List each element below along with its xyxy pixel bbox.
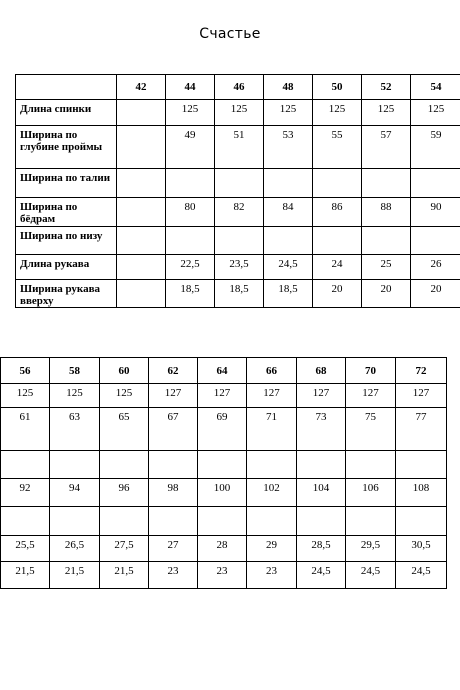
table-row (16, 255, 460, 280)
table-cell: 49 (166, 126, 215, 169)
table-cell: 26 (411, 255, 460, 280)
table-cell: 125 (1, 384, 50, 408)
table-cell: 22,5 (166, 255, 215, 280)
table-cell: 20 (313, 280, 362, 308)
size-header: 44 (166, 75, 215, 100)
table-cell (264, 227, 313, 255)
table-cell: 102 (247, 479, 297, 507)
table-cell (117, 198, 166, 227)
table-row (16, 126, 460, 169)
table-cell (117, 227, 166, 255)
table-row (1, 536, 447, 562)
table-cell: 23 (198, 562, 247, 589)
table-cell: 90 (411, 198, 460, 227)
table-row (1, 479, 447, 507)
table-cell: 24,5 (396, 562, 447, 589)
table-header-row (1, 358, 447, 384)
table-cell (313, 169, 362, 198)
size-header: 68 (297, 358, 346, 384)
table-cell: 73 (297, 408, 346, 451)
table-cell: 125 (264, 100, 313, 126)
table-cell (346, 451, 396, 479)
table-cell: 69 (198, 408, 247, 451)
row-label: Ширина рукава вверху (16, 280, 117, 308)
table-cell (166, 169, 215, 198)
table-cell: 125 (362, 100, 411, 126)
table-cell: 106 (346, 479, 396, 507)
table-cell: 24 (313, 255, 362, 280)
table-cell: 71 (247, 408, 297, 451)
table-row (1, 408, 447, 451)
table-cell: 104 (297, 479, 346, 507)
table-cell (149, 451, 198, 479)
size-header: 48 (264, 75, 313, 100)
table-cell: 96 (100, 479, 149, 507)
table-row (1, 562, 447, 589)
table-row (1, 451, 447, 479)
table-cell: 24,5 (264, 255, 313, 280)
table-cell: 84 (264, 198, 313, 227)
table-cell: 23,5 (215, 255, 264, 280)
table-row (1, 507, 447, 536)
table-cell: 88 (362, 198, 411, 227)
table-cell: 29,5 (346, 536, 396, 562)
row-label: Ширина по талии (16, 169, 117, 198)
table-cell (117, 280, 166, 308)
table-cell: 77 (396, 408, 447, 451)
table-cell (100, 507, 149, 536)
table-cell (411, 169, 460, 198)
table-cell: 127 (297, 384, 346, 408)
table-row (16, 100, 460, 126)
table-cell: 125 (215, 100, 264, 126)
table-cell (346, 507, 396, 536)
table-row (16, 198, 460, 227)
table-row (16, 169, 460, 198)
table-cell (362, 169, 411, 198)
table-cell: 127 (149, 384, 198, 408)
table-cell (247, 507, 297, 536)
table-cell (117, 169, 166, 198)
table-cell: 108 (396, 479, 447, 507)
table-cell: 25,5 (1, 536, 50, 562)
table-cell: 29 (247, 536, 297, 562)
table-cell: 125 (313, 100, 362, 126)
row-label: Ширина по низу (16, 227, 117, 255)
table-cell (396, 507, 447, 536)
table-cell: 23 (149, 562, 198, 589)
table-cell: 24,5 (297, 562, 346, 589)
page-title: Счастье (199, 26, 261, 42)
row-label: Длина рукава (16, 255, 117, 280)
size-header: 50 (313, 75, 362, 100)
table-cell: 18,5 (215, 280, 264, 308)
size-table-1 (15, 74, 460, 308)
size-header: 54 (411, 75, 460, 100)
table-row (16, 280, 460, 308)
table-cell: 98 (149, 479, 198, 507)
header-corner-cell (16, 75, 117, 100)
size-header: 52 (362, 75, 411, 100)
table-cell: 53 (264, 126, 313, 169)
table-cell (313, 227, 362, 255)
table-cell: 127 (346, 384, 396, 408)
table-cell (1, 507, 50, 536)
table-cell (362, 227, 411, 255)
size-header: 60 (100, 358, 149, 384)
table-cell (100, 451, 149, 479)
table-cell: 80 (166, 198, 215, 227)
table-cell: 21,5 (50, 562, 100, 589)
size-header: 58 (50, 358, 100, 384)
table-cell: 67 (149, 408, 198, 451)
table-cell: 82 (215, 198, 264, 227)
table-cell: 21,5 (1, 562, 50, 589)
table-cell: 27,5 (100, 536, 149, 562)
table-cell: 127 (247, 384, 297, 408)
table-cell (50, 451, 100, 479)
table-cell (117, 100, 166, 126)
table-cell (297, 451, 346, 479)
table-cell (149, 507, 198, 536)
table-cell: 51 (215, 126, 264, 169)
table-cell: 92 (1, 479, 50, 507)
table-cell: 125 (100, 384, 149, 408)
table-cell (247, 451, 297, 479)
table-cell: 57 (362, 126, 411, 169)
row-label: Длина спинки (16, 100, 117, 126)
table-cell: 18,5 (166, 280, 215, 308)
table-cell: 21,5 (100, 562, 149, 589)
table-cell (215, 227, 264, 255)
table-cell: 63 (50, 408, 100, 451)
table-cell: 20 (362, 280, 411, 308)
table-cell: 65 (100, 408, 149, 451)
table-row (16, 227, 460, 255)
table-cell: 23 (247, 562, 297, 589)
table-cell: 55 (313, 126, 362, 169)
table-cell: 127 (198, 384, 247, 408)
table-cell: 125 (50, 384, 100, 408)
table-cell: 18,5 (264, 280, 313, 308)
table-cell: 125 (411, 100, 460, 126)
table-cell: 127 (396, 384, 447, 408)
table-cell: 94 (50, 479, 100, 507)
table-cell: 28 (198, 536, 247, 562)
size-table-2 (0, 357, 447, 589)
table-cell (198, 451, 247, 479)
size-header: 72 (396, 358, 447, 384)
table-cell (50, 507, 100, 536)
size-header: 66 (247, 358, 297, 384)
row-label: Ширина по бёдрам (16, 198, 117, 227)
table-cell: 59 (411, 126, 460, 169)
table-cell (411, 227, 460, 255)
row-label: Ширина по глубине проймы (16, 126, 117, 169)
table-cell: 61 (1, 408, 50, 451)
table-cell (166, 227, 215, 255)
size-header: 56 (1, 358, 50, 384)
table-cell: 30,5 (396, 536, 447, 562)
table-cell: 20 (411, 280, 460, 308)
table-cell: 25 (362, 255, 411, 280)
table-cell (264, 169, 313, 198)
table-cell: 26,5 (50, 536, 100, 562)
table-cell (396, 451, 447, 479)
table-cell (117, 255, 166, 280)
table-cell (1, 451, 50, 479)
table-cell: 125 (166, 100, 215, 126)
table-cell (215, 169, 264, 198)
size-header: 64 (198, 358, 247, 384)
size-header: 62 (149, 358, 198, 384)
size-header: 70 (346, 358, 396, 384)
table-cell: 86 (313, 198, 362, 227)
table-cell: 24,5 (346, 562, 396, 589)
table-cell (297, 507, 346, 536)
table-cell: 100 (198, 479, 247, 507)
table-header-row (16, 75, 460, 100)
table-row (1, 384, 447, 408)
table-cell: 27 (149, 536, 198, 562)
size-header: 46 (215, 75, 264, 100)
table-cell: 28,5 (297, 536, 346, 562)
table-cell: 75 (346, 408, 396, 451)
size-header: 42 (117, 75, 166, 100)
table-cell (117, 126, 166, 169)
table-cell (198, 507, 247, 536)
